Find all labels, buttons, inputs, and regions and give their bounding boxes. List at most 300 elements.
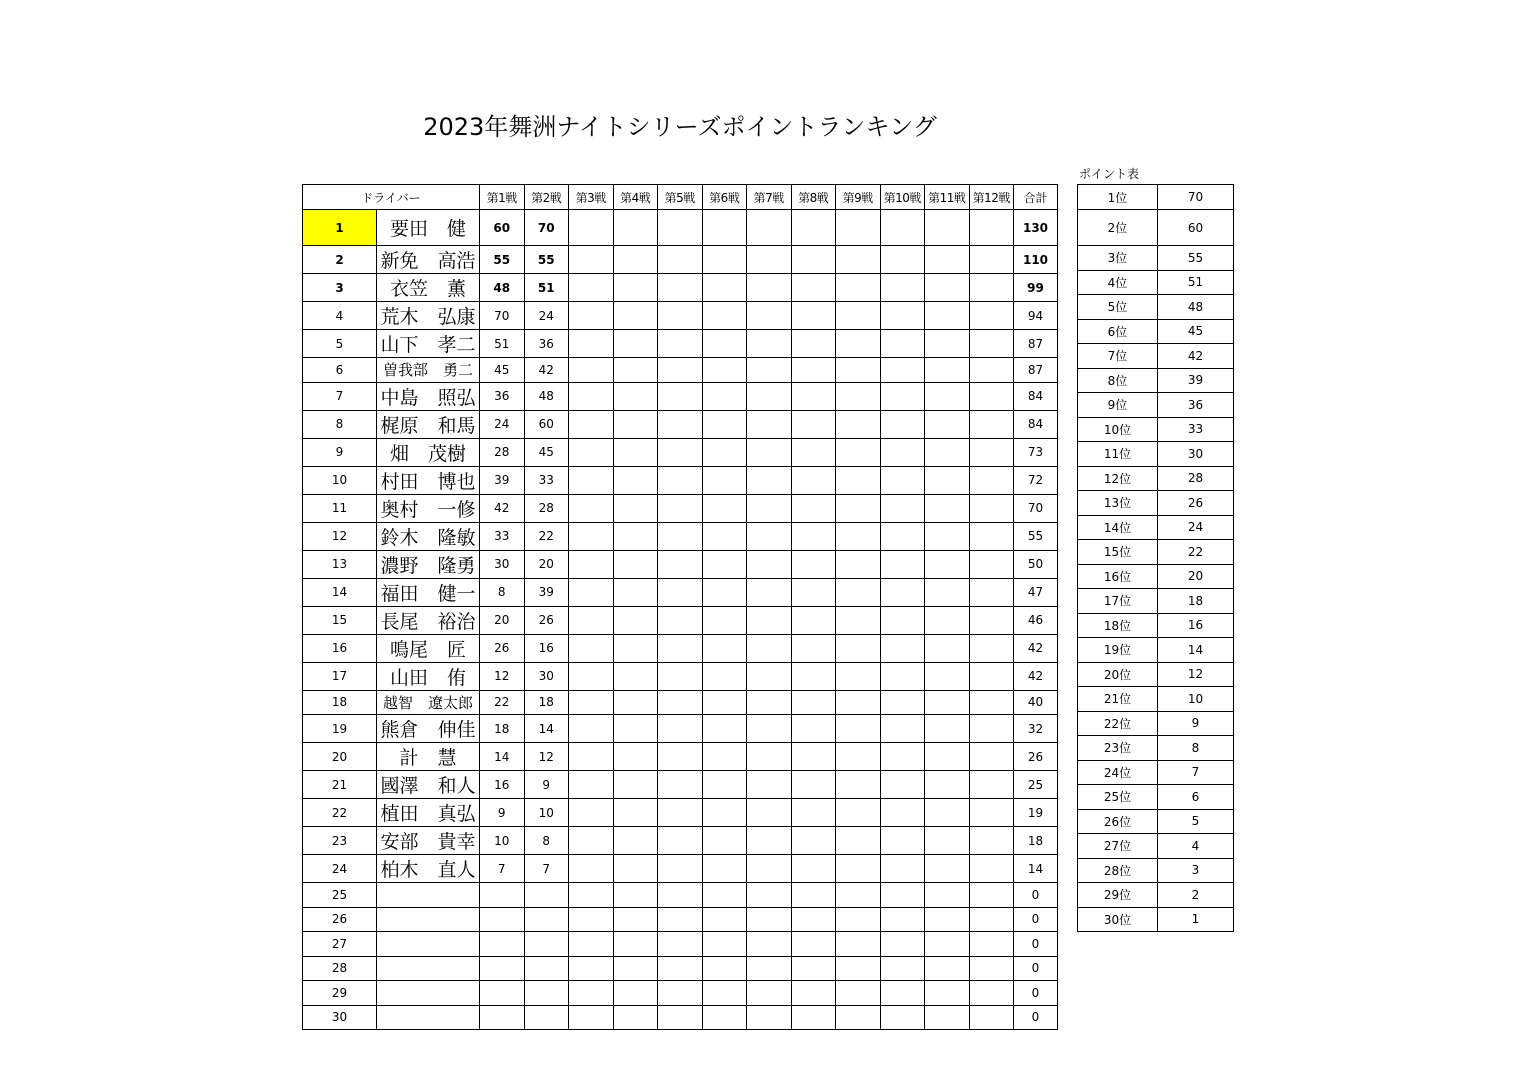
round-12-points-cell xyxy=(969,382,1014,410)
round-3-points-cell xyxy=(569,410,614,438)
round-7-points-cell xyxy=(747,606,792,634)
round-10-points-cell xyxy=(880,799,925,827)
total-points-cell: 84 xyxy=(1014,382,1058,410)
table-row xyxy=(303,956,1058,981)
rank-cell: 30 xyxy=(303,1005,377,1030)
round-1-points-cell: 48 xyxy=(480,274,525,302)
round-7-points-cell xyxy=(747,382,792,410)
points-row xyxy=(1078,540,1234,565)
round-10-points-cell xyxy=(880,246,925,274)
round-10-points-cell xyxy=(880,634,925,662)
round-5-points-cell xyxy=(658,907,703,932)
round-10-points-cell xyxy=(880,771,925,799)
table-row xyxy=(303,358,1058,383)
table-row xyxy=(303,883,1058,908)
round-2-points-cell: 18 xyxy=(524,690,569,715)
points-row xyxy=(1078,834,1234,859)
table-row xyxy=(303,494,1058,522)
round-12-points-cell xyxy=(969,522,1014,550)
rank-cell: 17 xyxy=(303,662,377,690)
points-row xyxy=(1078,466,1234,491)
round-2-points-cell: 39 xyxy=(524,578,569,606)
round-5-points-cell xyxy=(658,438,703,466)
round-9-points-cell xyxy=(836,799,881,827)
place-points-cell: 70 xyxy=(1158,185,1234,210)
place-cell: 8位 xyxy=(1078,368,1158,393)
round-3-points-cell xyxy=(569,438,614,466)
round-9-points-cell xyxy=(836,715,881,743)
rank-cell: 5 xyxy=(303,330,377,358)
driver-name-cell xyxy=(377,907,480,932)
round-5-points-cell xyxy=(658,358,703,383)
rank-cell: 28 xyxy=(303,956,377,981)
round-7-points-cell xyxy=(747,956,792,981)
round-2-points-cell: 20 xyxy=(524,550,569,578)
round-4-points-cell xyxy=(613,743,658,771)
round-5-points-cell xyxy=(658,330,703,358)
round-11-points-cell xyxy=(925,883,970,908)
round-11-points-cell xyxy=(925,606,970,634)
round-6-points-cell xyxy=(702,827,747,855)
round-1-points-cell xyxy=(480,883,525,908)
round-2-points-cell: 8 xyxy=(524,827,569,855)
round-4-points-cell xyxy=(613,494,658,522)
place-points-cell: 30 xyxy=(1158,442,1234,467)
round-10-points-cell xyxy=(880,382,925,410)
round-6-points-cell xyxy=(702,358,747,383)
round-6-points-cell xyxy=(702,606,747,634)
rank-cell: 6 xyxy=(303,358,377,383)
table-row xyxy=(303,743,1058,771)
points-row xyxy=(1078,246,1234,271)
total-points-cell: 18 xyxy=(1014,827,1058,855)
rank-cell: 26 xyxy=(303,907,377,932)
place-cell: 18位 xyxy=(1078,613,1158,638)
table-row xyxy=(303,302,1058,330)
place-points-cell: 10 xyxy=(1158,687,1234,712)
total-points-cell: 32 xyxy=(1014,715,1058,743)
total-points-cell: 70 xyxy=(1014,494,1058,522)
header-round-7: 第7戦 xyxy=(747,185,792,210)
round-8-points-cell xyxy=(791,358,836,383)
round-10-points-cell xyxy=(880,907,925,932)
round-12-points-cell xyxy=(969,799,1014,827)
points-row xyxy=(1078,613,1234,638)
round-1-points-cell: 36 xyxy=(480,382,525,410)
round-4-points-cell xyxy=(613,274,658,302)
place-cell: 3位 xyxy=(1078,246,1158,271)
place-points-cell: 14 xyxy=(1158,638,1234,663)
round-1-points-cell: 12 xyxy=(480,662,525,690)
rank-cell: 12 xyxy=(303,522,377,550)
total-points-cell: 42 xyxy=(1014,662,1058,690)
points-row xyxy=(1078,210,1234,246)
round-3-points-cell xyxy=(569,578,614,606)
place-points-cell: 3 xyxy=(1158,858,1234,883)
rank-cell: 11 xyxy=(303,494,377,522)
round-9-points-cell xyxy=(836,358,881,383)
round-11-points-cell xyxy=(925,522,970,550)
round-8-points-cell xyxy=(791,438,836,466)
round-11-points-cell xyxy=(925,981,970,1006)
place-points-cell: 5 xyxy=(1158,809,1234,834)
round-11-points-cell xyxy=(925,438,970,466)
round-7-points-cell xyxy=(747,634,792,662)
page-title: 2023年舞洲ナイトシリーズポイントランキング xyxy=(423,113,937,141)
round-8-points-cell xyxy=(791,855,836,883)
round-8-points-cell xyxy=(791,932,836,957)
round-8-points-cell xyxy=(791,827,836,855)
rank-cell: 24 xyxy=(303,855,377,883)
round-12-points-cell xyxy=(969,246,1014,274)
rank-cell: 21 xyxy=(303,771,377,799)
points-row xyxy=(1078,687,1234,712)
round-10-points-cell xyxy=(880,274,925,302)
header-round-1: 第1戦 xyxy=(480,185,525,210)
driver-name-cell: 曽我部 勇二 xyxy=(377,358,480,383)
rank-cell: 15 xyxy=(303,606,377,634)
round-7-points-cell xyxy=(747,883,792,908)
round-5-points-cell xyxy=(658,210,703,246)
points-row xyxy=(1078,442,1234,467)
round-9-points-cell xyxy=(836,662,881,690)
round-8-points-cell xyxy=(791,210,836,246)
place-points-cell: 28 xyxy=(1158,466,1234,491)
round-10-points-cell xyxy=(880,578,925,606)
round-6-points-cell xyxy=(702,246,747,274)
header-round-9: 第9戦 xyxy=(836,185,881,210)
driver-name-cell: 熊倉 伸佳 xyxy=(377,715,480,743)
round-5-points-cell xyxy=(658,883,703,908)
round-6-points-cell xyxy=(702,578,747,606)
round-1-points-cell: 28 xyxy=(480,438,525,466)
round-9-points-cell xyxy=(836,932,881,957)
place-points-cell: 39 xyxy=(1158,368,1234,393)
driver-name-cell: 奥村 一修 xyxy=(377,494,480,522)
round-4-points-cell xyxy=(613,690,658,715)
round-9-points-cell xyxy=(836,606,881,634)
round-11-points-cell xyxy=(925,1005,970,1030)
round-4-points-cell xyxy=(613,715,658,743)
round-1-points-cell: 42 xyxy=(480,494,525,522)
round-7-points-cell xyxy=(747,799,792,827)
round-8-points-cell xyxy=(791,743,836,771)
driver-name-cell xyxy=(377,883,480,908)
round-10-points-cell xyxy=(880,438,925,466)
round-11-points-cell xyxy=(925,634,970,662)
round-8-points-cell xyxy=(791,771,836,799)
table-row xyxy=(303,550,1058,578)
driver-name-cell: 衣笠 薫 xyxy=(377,274,480,302)
table-row xyxy=(303,799,1058,827)
round-11-points-cell xyxy=(925,827,970,855)
round-1-points-cell: 7 xyxy=(480,855,525,883)
header-round-12: 第12戦 xyxy=(969,185,1014,210)
round-7-points-cell xyxy=(747,358,792,383)
round-11-points-cell xyxy=(925,466,970,494)
driver-name-cell: 村田 博也 xyxy=(377,466,480,494)
round-12-points-cell xyxy=(969,410,1014,438)
round-12-points-cell xyxy=(969,438,1014,466)
round-9-points-cell xyxy=(836,410,881,438)
header-round-11: 第11戦 xyxy=(925,185,970,210)
round-10-points-cell xyxy=(880,715,925,743)
round-6-points-cell xyxy=(702,981,747,1006)
round-12-points-cell xyxy=(969,330,1014,358)
round-9-points-cell xyxy=(836,246,881,274)
round-3-points-cell xyxy=(569,907,614,932)
round-1-points-cell: 24 xyxy=(480,410,525,438)
round-10-points-cell xyxy=(880,855,925,883)
points-row xyxy=(1078,295,1234,320)
table-row xyxy=(303,522,1058,550)
total-points-cell: 73 xyxy=(1014,438,1058,466)
place-cell: 12位 xyxy=(1078,466,1158,491)
round-3-points-cell xyxy=(569,634,614,662)
table-row xyxy=(303,606,1058,634)
points-table xyxy=(1077,184,1234,932)
round-1-points-cell: 9 xyxy=(480,799,525,827)
table-row xyxy=(303,827,1058,855)
rank-cell: 19 xyxy=(303,715,377,743)
round-5-points-cell xyxy=(658,466,703,494)
round-4-points-cell xyxy=(613,210,658,246)
table-row xyxy=(303,274,1058,302)
round-12-points-cell xyxy=(969,743,1014,771)
driver-name-cell xyxy=(377,956,480,981)
round-10-points-cell xyxy=(880,606,925,634)
round-1-points-cell xyxy=(480,956,525,981)
place-cell: 11位 xyxy=(1078,442,1158,467)
round-10-points-cell xyxy=(880,690,925,715)
round-4-points-cell xyxy=(613,883,658,908)
round-12-points-cell xyxy=(969,907,1014,932)
total-points-cell: 84 xyxy=(1014,410,1058,438)
driver-name-cell: 山下 孝二 xyxy=(377,330,480,358)
header-round-10: 第10戦 xyxy=(880,185,925,210)
place-cell: 2位 xyxy=(1078,210,1158,246)
round-9-points-cell xyxy=(836,956,881,981)
total-points-cell: 72 xyxy=(1014,466,1058,494)
round-6-points-cell xyxy=(702,410,747,438)
round-12-points-cell xyxy=(969,606,1014,634)
round-5-points-cell xyxy=(658,1005,703,1030)
round-11-points-cell xyxy=(925,690,970,715)
header-total: 合計 xyxy=(1014,185,1058,210)
round-3-points-cell xyxy=(569,302,614,330)
place-cell: 5位 xyxy=(1078,295,1158,320)
round-5-points-cell xyxy=(658,932,703,957)
round-1-points-cell: 55 xyxy=(480,246,525,274)
round-1-points-cell: 70 xyxy=(480,302,525,330)
round-5-points-cell xyxy=(658,246,703,274)
rank-cell: 27 xyxy=(303,932,377,957)
table-row xyxy=(303,210,1058,246)
round-9-points-cell xyxy=(836,274,881,302)
round-5-points-cell xyxy=(658,382,703,410)
round-9-points-cell xyxy=(836,210,881,246)
total-points-cell: 87 xyxy=(1014,358,1058,383)
round-2-points-cell: 30 xyxy=(524,662,569,690)
round-3-points-cell xyxy=(569,932,614,957)
rank-cell: 4 xyxy=(303,302,377,330)
round-6-points-cell xyxy=(702,466,747,494)
round-12-points-cell xyxy=(969,855,1014,883)
total-points-cell: 26 xyxy=(1014,743,1058,771)
round-7-points-cell xyxy=(747,771,792,799)
round-10-points-cell xyxy=(880,210,925,246)
round-6-points-cell xyxy=(702,522,747,550)
place-cell: 16位 xyxy=(1078,564,1158,589)
table-row xyxy=(303,330,1058,358)
round-4-points-cell xyxy=(613,855,658,883)
points-row xyxy=(1078,883,1234,908)
round-5-points-cell xyxy=(658,550,703,578)
round-10-points-cell xyxy=(880,956,925,981)
round-3-points-cell xyxy=(569,956,614,981)
round-12-points-cell xyxy=(969,883,1014,908)
place-points-cell: 12 xyxy=(1158,662,1234,687)
round-6-points-cell xyxy=(702,715,747,743)
round-5-points-cell xyxy=(658,799,703,827)
place-cell: 10位 xyxy=(1078,417,1158,442)
total-points-cell: 40 xyxy=(1014,690,1058,715)
round-11-points-cell xyxy=(925,302,970,330)
table-row xyxy=(303,410,1058,438)
driver-name-cell xyxy=(377,981,480,1006)
round-10-points-cell xyxy=(880,410,925,438)
round-3-points-cell xyxy=(569,606,614,634)
table-row xyxy=(303,981,1058,1006)
round-12-points-cell xyxy=(969,827,1014,855)
round-7-points-cell xyxy=(747,494,792,522)
place-cell: 24位 xyxy=(1078,760,1158,785)
total-points-cell: 94 xyxy=(1014,302,1058,330)
place-cell: 27位 xyxy=(1078,834,1158,859)
rank-cell: 18 xyxy=(303,690,377,715)
round-8-points-cell xyxy=(791,634,836,662)
round-6-points-cell xyxy=(702,1005,747,1030)
round-7-points-cell xyxy=(747,522,792,550)
place-points-cell: 26 xyxy=(1158,491,1234,516)
round-2-points-cell: 22 xyxy=(524,522,569,550)
round-11-points-cell xyxy=(925,799,970,827)
place-cell: 14位 xyxy=(1078,515,1158,540)
points-row xyxy=(1078,515,1234,540)
round-3-points-cell xyxy=(569,210,614,246)
round-4-points-cell xyxy=(613,799,658,827)
round-11-points-cell xyxy=(925,743,970,771)
round-8-points-cell xyxy=(791,274,836,302)
round-12-points-cell xyxy=(969,932,1014,957)
round-11-points-cell xyxy=(925,550,970,578)
driver-name-cell: 鳴尾 匠 xyxy=(377,634,480,662)
total-points-cell: 0 xyxy=(1014,907,1058,932)
place-cell: 20位 xyxy=(1078,662,1158,687)
round-2-points-cell: 55 xyxy=(524,246,569,274)
round-3-points-cell xyxy=(569,466,614,494)
round-9-points-cell xyxy=(836,330,881,358)
round-2-points-cell: 12 xyxy=(524,743,569,771)
place-points-cell: 1 xyxy=(1158,907,1234,932)
round-4-points-cell xyxy=(613,410,658,438)
round-4-points-cell xyxy=(613,522,658,550)
round-1-points-cell: 51 xyxy=(480,330,525,358)
round-2-points-cell xyxy=(524,907,569,932)
round-3-points-cell xyxy=(569,690,614,715)
round-10-points-cell xyxy=(880,743,925,771)
total-points-cell: 50 xyxy=(1014,550,1058,578)
round-7-points-cell xyxy=(747,330,792,358)
round-7-points-cell xyxy=(747,981,792,1006)
place-points-cell: 24 xyxy=(1158,515,1234,540)
place-points-cell: 42 xyxy=(1158,344,1234,369)
place-points-cell: 8 xyxy=(1158,736,1234,761)
place-cell: 6位 xyxy=(1078,319,1158,344)
round-9-points-cell xyxy=(836,302,881,330)
round-2-points-cell: 9 xyxy=(524,771,569,799)
round-11-points-cell xyxy=(925,330,970,358)
rank-cell: 25 xyxy=(303,883,377,908)
round-2-points-cell xyxy=(524,883,569,908)
place-cell: 30位 xyxy=(1078,907,1158,932)
round-3-points-cell xyxy=(569,715,614,743)
round-1-points-cell: 45 xyxy=(480,358,525,383)
round-9-points-cell xyxy=(836,634,881,662)
driver-name-cell: 山田 侑 xyxy=(377,662,480,690)
place-cell: 1位 xyxy=(1078,185,1158,210)
round-9-points-cell xyxy=(836,771,881,799)
round-9-points-cell xyxy=(836,578,881,606)
round-5-points-cell xyxy=(658,690,703,715)
points-row xyxy=(1078,319,1234,344)
round-5-points-cell xyxy=(658,302,703,330)
round-6-points-cell xyxy=(702,743,747,771)
round-4-points-cell xyxy=(613,956,658,981)
total-points-cell: 14 xyxy=(1014,855,1058,883)
rank-cell: 16 xyxy=(303,634,377,662)
place-points-cell: 55 xyxy=(1158,246,1234,271)
table-header-row xyxy=(303,185,1058,210)
total-points-cell: 42 xyxy=(1014,634,1058,662)
place-cell: 22位 xyxy=(1078,711,1158,736)
round-4-points-cell xyxy=(613,932,658,957)
round-2-points-cell: 26 xyxy=(524,606,569,634)
round-6-points-cell xyxy=(702,855,747,883)
rank-cell: 10 xyxy=(303,466,377,494)
round-2-points-cell: 60 xyxy=(524,410,569,438)
header-round-5: 第5戦 xyxy=(658,185,703,210)
round-11-points-cell xyxy=(925,956,970,981)
round-7-points-cell xyxy=(747,715,792,743)
round-6-points-cell xyxy=(702,330,747,358)
table-row xyxy=(303,578,1058,606)
round-1-points-cell xyxy=(480,932,525,957)
driver-name-cell: 濃野 隆勇 xyxy=(377,550,480,578)
round-4-points-cell xyxy=(613,1005,658,1030)
table-row xyxy=(303,634,1058,662)
place-cell: 19位 xyxy=(1078,638,1158,663)
header-round-3: 第3戦 xyxy=(569,185,614,210)
round-12-points-cell xyxy=(969,210,1014,246)
round-8-points-cell xyxy=(791,690,836,715)
round-3-points-cell xyxy=(569,358,614,383)
round-5-points-cell xyxy=(658,855,703,883)
round-4-points-cell xyxy=(613,438,658,466)
rank-cell: 7 xyxy=(303,382,377,410)
rank-cell: 9 xyxy=(303,438,377,466)
round-4-points-cell xyxy=(613,634,658,662)
